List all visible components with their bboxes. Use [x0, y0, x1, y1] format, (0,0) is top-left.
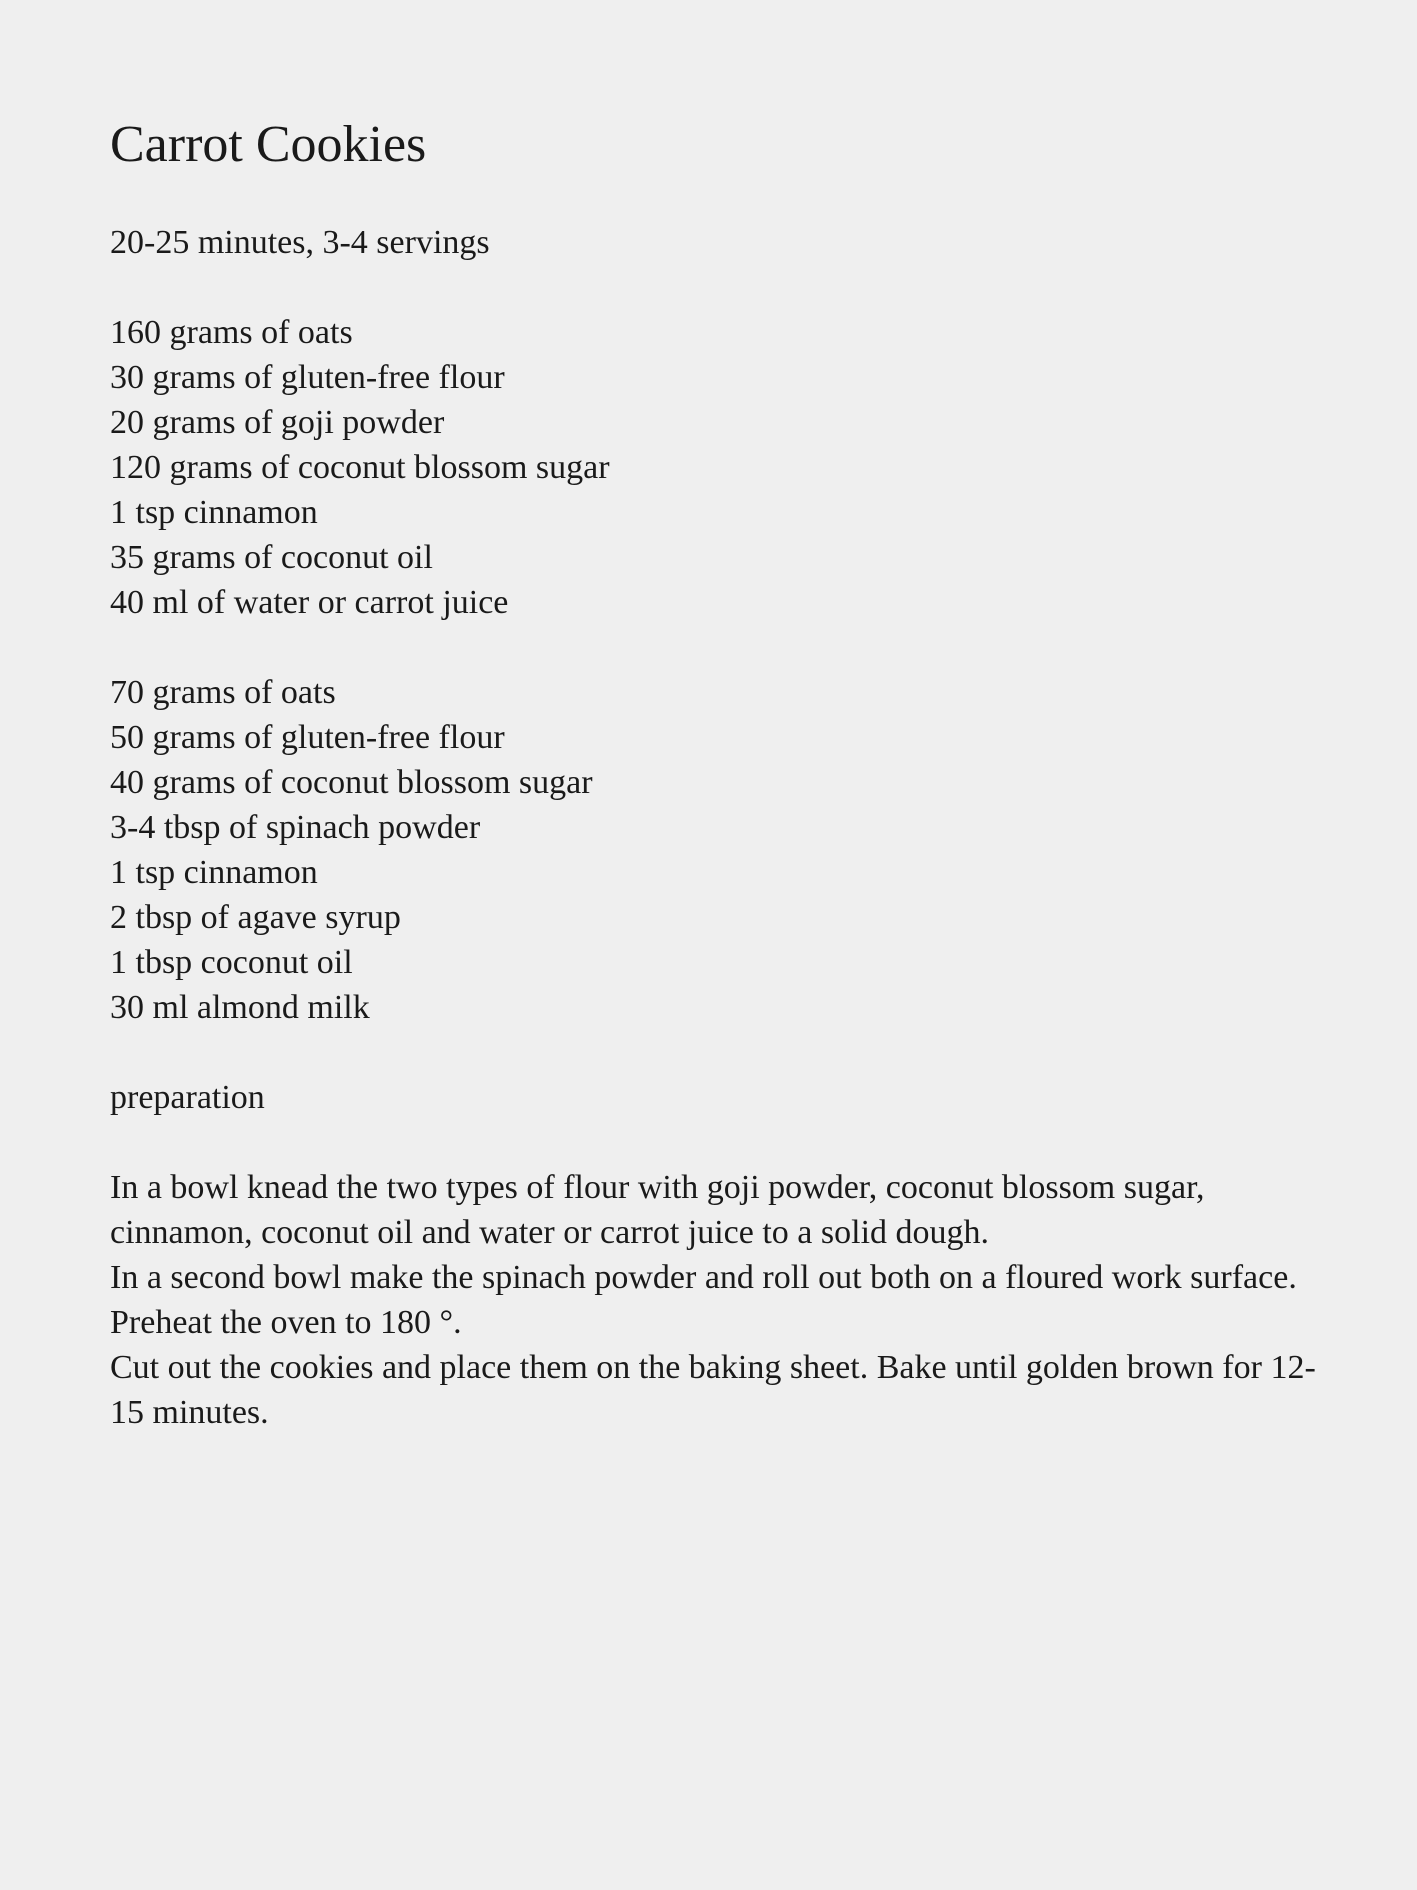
preparation-step: Preheat the oven to 180 °. — [110, 1304, 462, 1341]
page-title: Carrot Cookies — [110, 116, 427, 173]
ingredient-item: 50 grams of gluten-free flour — [110, 719, 505, 756]
preparation-heading: preparation — [110, 1079, 265, 1116]
recipe-meta: 20-25 minutes, 3-4 servings — [110, 224, 490, 261]
preparation-step: In a bowl knead the two types of flour with goji powder, coconut blossom sugar, cinnamon, coconut oil and water or carrot juice to a solid dough. — [110, 1169, 1205, 1251]
ingredient-item: 30 grams of gluten-free flour — [110, 359, 505, 396]
ingredient-item: 40 grams of coconut blossom sugar — [110, 764, 593, 801]
ingredient-item: 1 tsp cinnamon — [110, 494, 318, 531]
ingredient-item: 120 grams of coconut blossom sugar — [110, 449, 610, 486]
ingredient-item: 20 grams of goji powder — [110, 404, 445, 441]
ingredients-list-2 — [110, 670, 1330, 1030]
ingredient-item: 30 ml almond milk — [110, 989, 370, 1026]
ingredient-item: 3-4 tbsp of spinach powder — [110, 809, 481, 846]
ingredient-item: 40 ml of water or carrot juice — [110, 584, 509, 621]
ingredient-item: 1 tbsp coconut oil — [110, 944, 353, 981]
ingredient-item: 160 grams of oats — [110, 314, 353, 351]
ingredient-item: 1 tsp cinnamon — [110, 854, 318, 891]
preparation-step: In a second bowl make the spinach powder and roll out both on a floured work surface. — [110, 1259, 1297, 1296]
preparation-step: Cut out the cookies and place them on the baking sheet. Bake until golden brown for 12-15 minutes. — [110, 1349, 1316, 1431]
ingredient-item: 2 tbsp of agave syrup — [110, 899, 401, 936]
ingredient-item: 35 grams of coconut oil — [110, 539, 433, 576]
ingredients-list-1 — [110, 310, 1330, 625]
recipe-page — [110, 110, 1330, 1435]
ingredient-item: 70 grams of oats — [110, 674, 336, 711]
preparation-steps — [110, 1165, 1330, 1435]
